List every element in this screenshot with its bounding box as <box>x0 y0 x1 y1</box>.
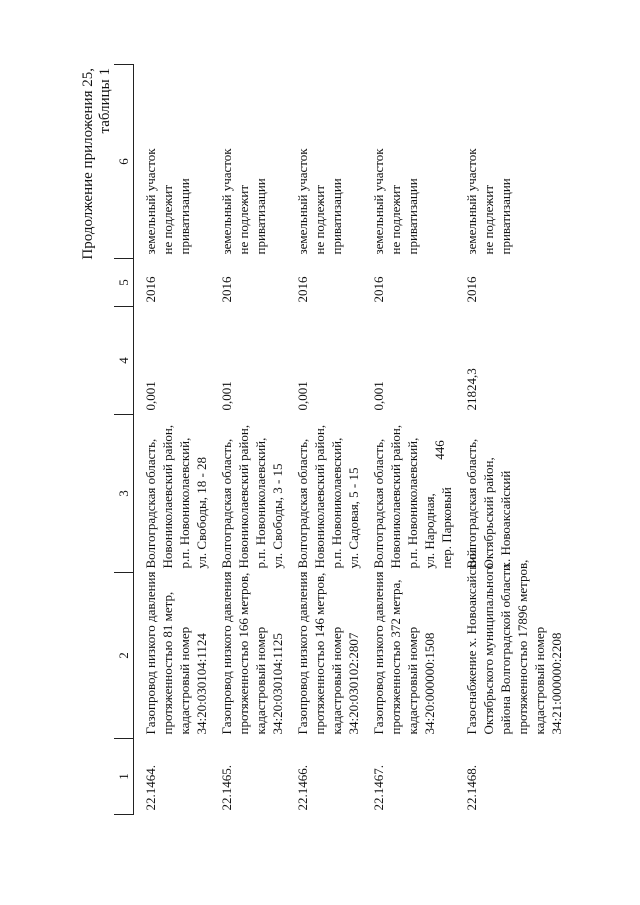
table-row <box>292 65 368 815</box>
note-cell-line: приватизации <box>405 178 420 255</box>
object-name-cell <box>134 573 217 739</box>
address-cell-line: Волгоградская область, <box>143 438 158 569</box>
object-name-cell-line: кадастровый номер <box>253 626 268 735</box>
object-name-cell-line: Газоснабжение х. Новоаксайский <box>464 549 479 735</box>
area-cell: 0,001 <box>219 381 234 411</box>
caption-line: таблицы 1 <box>97 68 113 134</box>
object-name-cell <box>292 573 368 739</box>
column-header: 1 <box>114 739 134 815</box>
address-cell-line: х. Новоаксайский <box>498 470 513 569</box>
note-cell <box>368 65 461 259</box>
row-number-cell: 22.1467. <box>371 765 386 811</box>
address-cell-line: пер. Парковый <box>439 487 454 569</box>
column-header: 4 <box>114 307 134 415</box>
note-cell-line: не подлежит <box>160 184 175 255</box>
object-name-cell <box>368 573 461 739</box>
object-name-cell <box>461 549 571 739</box>
object-name-cell-line: Октябрьского муниципального <box>481 562 496 735</box>
year-cell: 2016 <box>295 276 310 303</box>
address-cell-line: Октябрьский район, <box>481 457 496 569</box>
note-cell-line: земельный участок <box>143 148 158 255</box>
year-cell: 2016 <box>371 276 386 303</box>
object-name-cell-line: 34:21:000000:2208 <box>549 632 564 735</box>
address-cell <box>216 415 292 573</box>
row-number-cell: 22.1465. <box>219 765 234 811</box>
note-cell <box>134 65 217 259</box>
note-cell-line: приватизации <box>498 178 513 255</box>
address-cell-line: р.п. Новониколаевский, <box>329 437 344 569</box>
object-name-cell-line: протяженностью 146 метров, <box>312 572 327 735</box>
address-cell <box>134 415 217 573</box>
address-cell-line: Новониколаевский район, <box>236 424 251 569</box>
object-name-cell-line: Газопровод низкого давления <box>143 571 158 735</box>
area-cell: 0,001 <box>143 381 158 411</box>
table-caption <box>80 68 114 260</box>
table-row <box>368 65 461 815</box>
note-cell-line: земельный участок <box>219 148 234 255</box>
column-header: 5 <box>114 259 134 307</box>
area-cell: 0,001 <box>295 381 310 411</box>
object-name-cell-line: 34:20:030104:1125 <box>270 633 285 735</box>
column-header-row <box>114 65 134 815</box>
object-name-cell-line: протяженностью 166 метров, <box>236 572 251 735</box>
column-header: 2 <box>114 573 134 739</box>
address-cell-line: ул. Садовая, 5 - 15 <box>346 467 361 569</box>
object-name-cell <box>216 573 292 739</box>
address-cell <box>292 415 368 573</box>
note-cell-line: не подлежит <box>481 184 496 255</box>
address-cell-line: р.п. Новониколаевский, <box>253 437 268 569</box>
note-cell-line: приватизации <box>253 178 268 255</box>
object-name-cell-line: Газопровод низкого давления <box>371 571 386 735</box>
address-cell-line: р.п. Новониколаевский, <box>405 437 420 569</box>
object-name-cell-line: Газопровод низкого давления <box>295 571 310 735</box>
note-cell-line: земельный участок <box>295 148 310 255</box>
object-name-cell-line: Газопровод низкого давления <box>219 571 234 735</box>
column-header: 6 <box>114 65 134 259</box>
object-name-cell-line: 34:20:030102:2807 <box>346 632 361 735</box>
object-name-cell-line: 34:20:030104:1124 <box>194 633 209 735</box>
row-number-cell: 22.1466. <box>295 765 310 811</box>
address-cell-line: Новониколаевский район, <box>312 424 327 569</box>
object-name-cell-line: кадастровый номер <box>532 626 547 735</box>
table-row <box>461 65 571 815</box>
note-cell <box>216 65 292 259</box>
address-cell-line: Волгоградская область, <box>295 438 310 569</box>
area-cell: 21824,3 <box>464 368 479 411</box>
address-cell-line: Новониколаевский район, <box>160 424 175 569</box>
note-cell-line: земельный участок <box>371 148 386 255</box>
note-cell-line: не подлежит <box>388 184 403 255</box>
object-name-cell-line: кадастровый номер <box>405 626 420 735</box>
year-cell: 2016 <box>143 276 158 303</box>
address-cell-line: Новониколаевский район, <box>388 424 403 569</box>
object-name-cell-line: протяженностью 17896 метров, <box>515 559 530 735</box>
table-row <box>134 65 217 815</box>
table-row <box>216 65 292 815</box>
year-cell: 2016 <box>219 276 234 303</box>
object-name-cell-line: района Волгоградской области <box>498 563 513 735</box>
address-cell-line: ул. Свободы, 18 - 28 <box>194 456 209 569</box>
address-cell <box>461 415 571 573</box>
note-cell-line: не подлежит <box>312 184 327 255</box>
address-cell-line: ул. Народная, <box>422 493 437 569</box>
page-number: 446 <box>432 440 447 460</box>
object-name-cell-line: протяженностью 81 метр, <box>160 591 175 735</box>
year-cell: 2016 <box>464 276 479 303</box>
address-cell-line: Волгоградская область, <box>219 438 234 569</box>
note-cell-line: приватизации <box>177 178 192 255</box>
address-cell-line: р.п. Новониколаевский, <box>177 437 192 569</box>
note-cell-line: приватизации <box>329 178 344 255</box>
address-cell-line: Волгоградская область, <box>371 438 386 569</box>
note-cell <box>461 65 571 259</box>
area-cell: 0,001 <box>371 381 386 411</box>
caption-line: Продолжение приложения 25, <box>80 68 96 260</box>
row-number-cell: 22.1464. <box>143 765 158 811</box>
address-cell-line: Волгоградская область, <box>464 438 479 569</box>
object-name-cell-line: кадастровый номер <box>177 626 192 735</box>
column-header: 3 <box>114 415 134 573</box>
row-number-cell: 22.1468. <box>464 765 479 811</box>
object-name-cell-line: 34:20:000000:1508 <box>422 632 437 735</box>
property-table <box>114 64 571 815</box>
address-cell <box>368 415 461 573</box>
object-name-cell-line: кадастровый номер <box>329 626 344 735</box>
object-name-cell-line: протяженностью 372 метра, <box>388 579 403 735</box>
note-cell-line: земельный участок <box>464 148 479 255</box>
note-cell <box>292 65 368 259</box>
address-cell-line: ул. Свободы, 3 - 15 <box>270 463 285 569</box>
note-cell-line: не подлежит <box>236 184 251 255</box>
